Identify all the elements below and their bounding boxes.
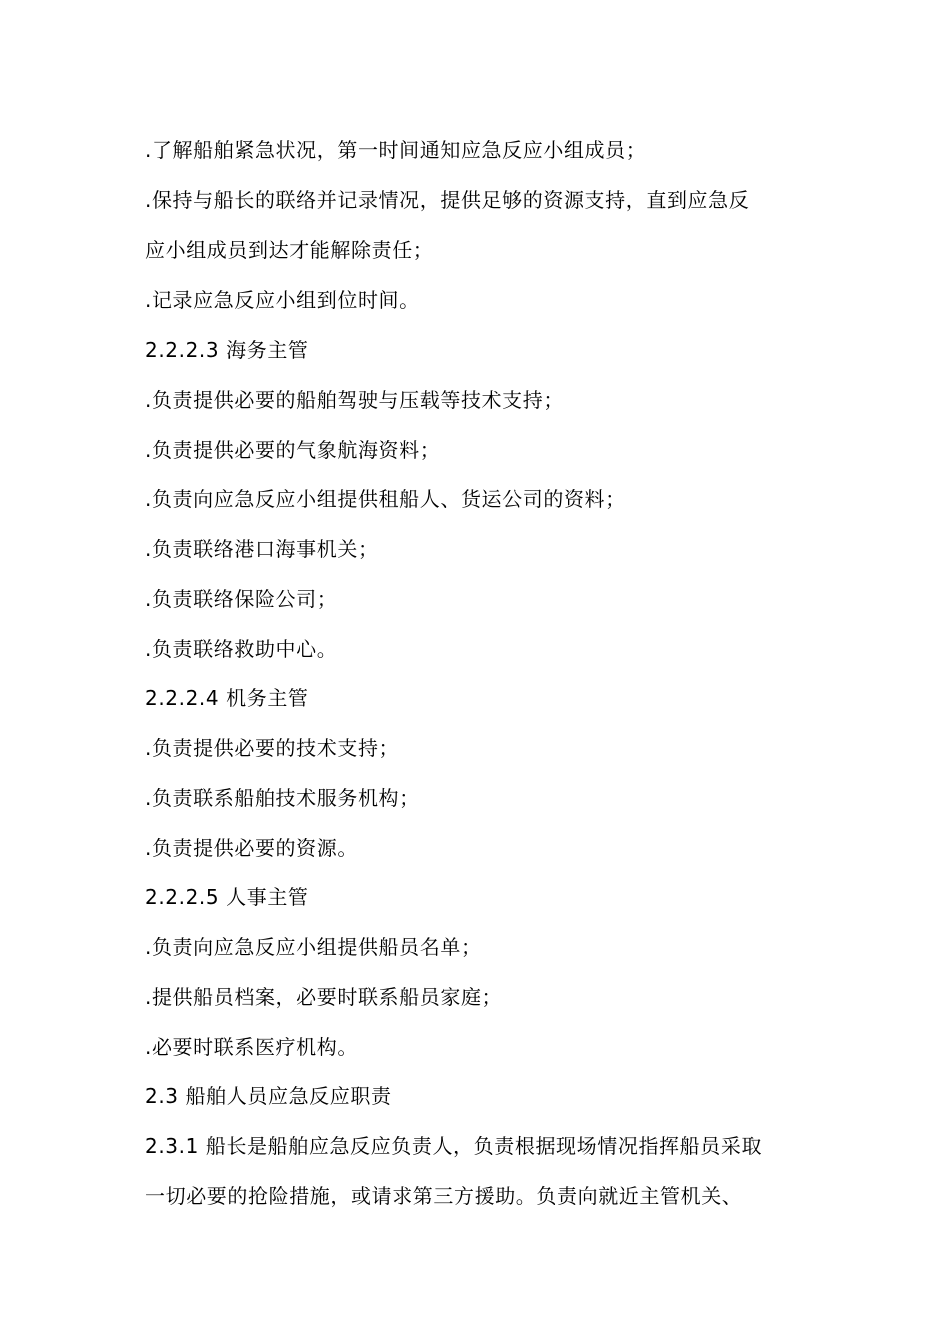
text-line: .负责联络港口海事机关； [145,537,379,561]
section-heading: 2.3 船舶人员应急反应职责 [145,1084,392,1108]
text-line: .负责向应急反应小组提供租船人、货运公司的资料； [145,487,626,511]
section-heading: 2.2.2.4 机务主管 [145,686,309,710]
text-line: .必要时联系医疗机构。 [145,1035,358,1059]
text-line: .负责联络救助中心。 [145,637,338,661]
text-line: .负责提供必要的资源。 [145,836,358,860]
section-heading: 2.2.2.5 人事主管 [145,885,309,909]
text-line: 应小组成员到达才能解除责任； [145,238,434,262]
section-heading: 2.2.2.3 海务主管 [145,338,309,362]
text-line: .记录应急反应小组到位时间。 [145,288,420,312]
text-line: .负责提供必要的船舶驾驶与压载等技术支持； [145,388,564,412]
text-line: .负责联系船舶技术服务机构； [145,786,420,810]
text-line: .负责提供必要的技术支持； [145,736,400,760]
text-line: 2.3.1 船长是船舶应急反应负责人，负责根据现场情况指挥船员采取 [145,1134,763,1158]
text-line: .负责向应急反应小组提供船员名单； [145,935,482,959]
text-line: .负责联络保险公司； [145,587,338,611]
text-line: .提供船员档案，必要时联系船员家庭； [145,985,503,1009]
text-line: .保持与船长的联络并记录情况，提供足够的资源支持，直到应急反 [145,188,750,212]
text-line: .了解船舶紧急状况，第一时间通知应急反应小组成员； [145,138,647,162]
text-line: 一切必要的抢险措施，或请求第三方援助。负责向就近主管机关、 [145,1184,743,1208]
text-line: .负责提供必要的气象航海资料； [145,438,441,462]
